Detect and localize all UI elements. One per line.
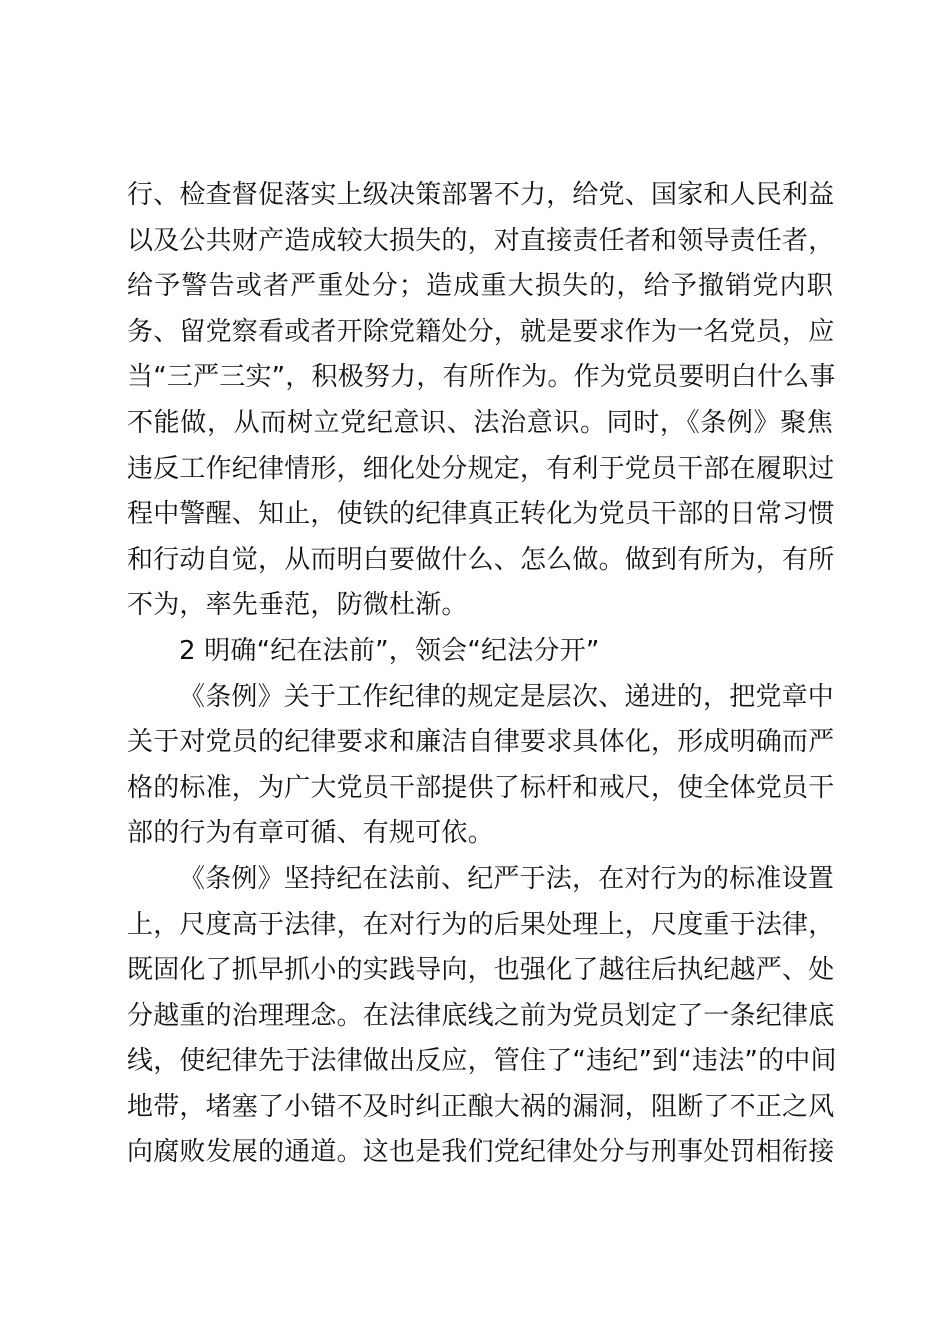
paragraph-continued [127,173,836,629]
text-line: 格的标准，为广大党员干部提供了标杆和戒尺，使全体党员干 [127,772,835,803]
text-line: 行、检查督促落实上级决策部署不力，给党、国家和人民利益 [127,180,835,210]
text-line: 上，尺度高于法律，在对行为的后果处理上，尺度重于法律， [127,909,835,940]
text-line: 《条例》坚持纪在法前、纪严于法，在对行为的标准设置 [179,863,835,894]
text-line: 当“三严三实”，积极努力，有所作为。作为党员要明白什么事 [127,362,836,393]
text-line: 向腐败发展的通道。这也是我们党纪律处分与刑事处罚相衔接 [127,1137,835,1168]
text-line: 线，使纪律先于法律做出反应，管住了“违纪”到“违法”的中间 [127,1046,837,1077]
text-line: 务、留党察看或者开除党籍处分，就是要求作为一名党员，应 [127,316,835,347]
text-line: 不为，率先垂范，防微杜渐。 [127,590,468,621]
document-body [127,173,837,1176]
text-line: 分越重的治理理念。在法律底线之前为党员划定了一条纪律底 [127,1000,835,1031]
text-line: 给予警告或者严重处分；造成重大损失的，给予撤销党内职 [127,271,833,302]
paragraph-discipline-before-law [127,857,837,1176]
text-line: 地带，堵塞了小错不及时纠正酿大祸的漏洞，阻断了不正之风 [127,1091,835,1122]
text-line: 《条例》关于工作纪律的规定是层次、递进的，把党章中 [179,681,835,712]
section-heading [127,629,833,675]
text-line: 关于对党员的纪律要求和廉洁自律要求具体化，形成明确而严 [127,727,835,758]
paragraph-regulation-structure [127,675,833,857]
text-line: 程中警醒、知止，使铁的纪律真正转化为党员干部的日常习惯 [127,499,835,530]
text-line: 以及公共财产造成较大损失的，对直接责任者和领导责任者， [127,225,835,256]
text-line: 不能做，从而树立党纪意识、法治意识。同时，《条例》聚焦 [127,407,833,438]
text-line: 部的行为有章可循、有规可依。 [127,818,494,849]
text-line: 违反工作纪律情形，细化处分规定，有利于党员干部在履职过 [127,453,835,484]
heading-text: 2 明确“纪在法前”，领会“纪法分开” [179,635,600,666]
text-line: 既固化了抓早抓小的实践导向，也强化了越往后执纪越严、处 [127,955,835,986]
text-line: 和行动自觉，从而明白要做什么、怎么做。做到有所为，有所 [127,544,835,575]
